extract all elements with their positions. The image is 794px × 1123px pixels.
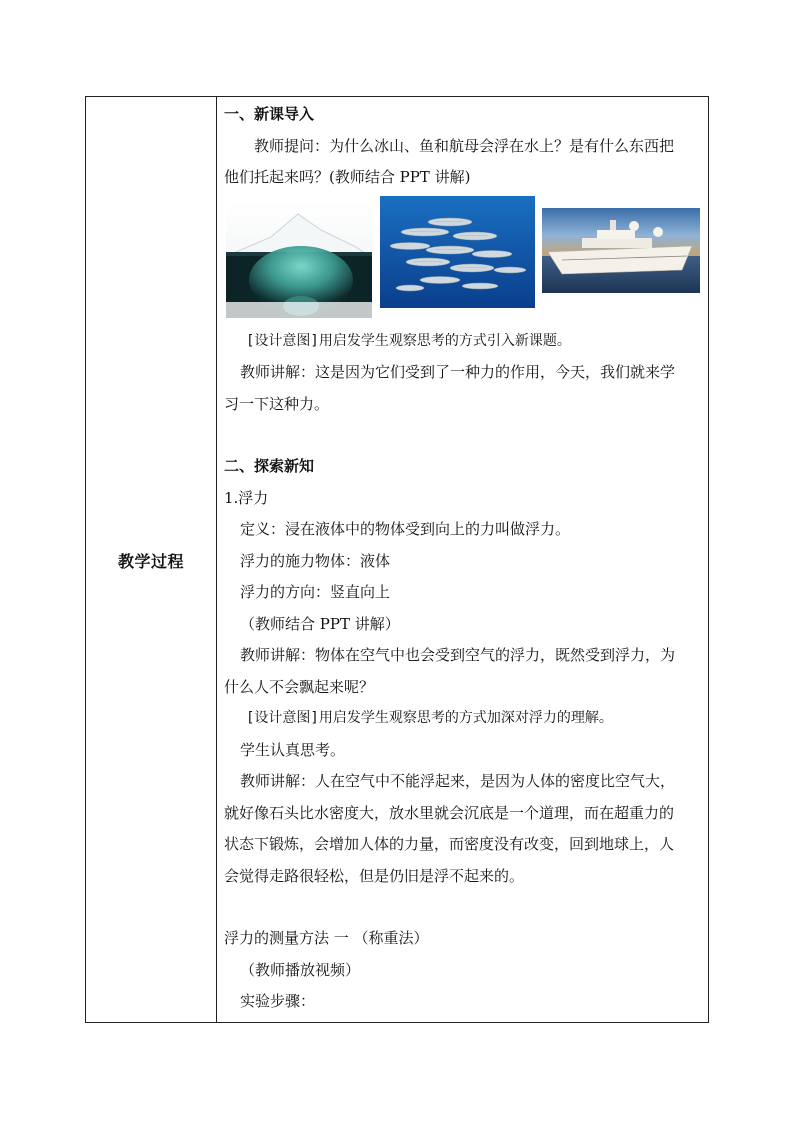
section-label: 教学过程 — [117, 552, 184, 571]
ship-image — [542, 208, 700, 293]
text-line: 教师讲解：物体在空气中也会受到空气的浮力，既然受到浮力，为 — [240, 646, 676, 664]
lesson-table — [85, 96, 709, 1023]
text-line: 学生认真思考。 — [240, 740, 346, 759]
text-line: 教师讲解：人在空气中不能浮起来，是因为人体的密度比空气大， — [240, 772, 676, 790]
heading-intro: 一、新课导入 — [224, 105, 315, 123]
text-line: 浮力的施力物体：液体 — [240, 551, 391, 570]
fish-image — [380, 196, 535, 308]
image-row — [224, 196, 704, 326]
text-line: 浮力的测量方法 一 （称重法） — [224, 929, 429, 947]
text-line: 习一下这种力。 — [224, 394, 330, 413]
iceberg-image — [226, 202, 372, 318]
design-intent-1: [设计意图]用启发学生观察思考的方式引入新课题。 — [246, 332, 571, 349]
text-line: 状态下锻炼，会增加人体的力量，而密度没有改变，回到地球上，人 — [224, 835, 675, 853]
section-label-cell — [86, 97, 217, 1022]
text-line: （教师播放视频） — [240, 960, 361, 979]
text-line: （教师结合 PPT 讲解） — [240, 614, 400, 633]
text-line: 什么人不会飘起来呢？ — [224, 677, 375, 696]
text-line: 就好像石头比水密度大，放水里就会沉底是一个道理，而在超重力的 — [224, 803, 675, 822]
text-line: 教师提问：为什么冰山、鱼和航母会浮在水上？是有什么东西把 — [254, 136, 675, 155]
design-intent-2: [设计意图]用启发学生观察思考的方式加深对浮力的理解。 — [246, 710, 613, 726]
text-line: 会觉得走路很轻松，但是仍旧是浮不起来的。 — [224, 866, 525, 885]
heading-explore: 二、探索新知 — [224, 457, 315, 475]
text-line: 他们托起来吗？(教师结合 PPT 讲解) — [224, 168, 471, 186]
content-cell — [224, 99, 704, 1018]
subheading-buoyancy: 1.浮力 — [224, 488, 269, 507]
text-line: 实验步骤： — [240, 992, 316, 1010]
text-line: 定义：浸在液体中的物体受到向上的力叫做浮力。 — [240, 520, 571, 538]
text-line: 教师讲解：这是因为它们受到了一种力的作用，今天，我们就来学 — [240, 363, 676, 381]
text-line: 浮力的方向：竖直向上 — [240, 583, 391, 601]
